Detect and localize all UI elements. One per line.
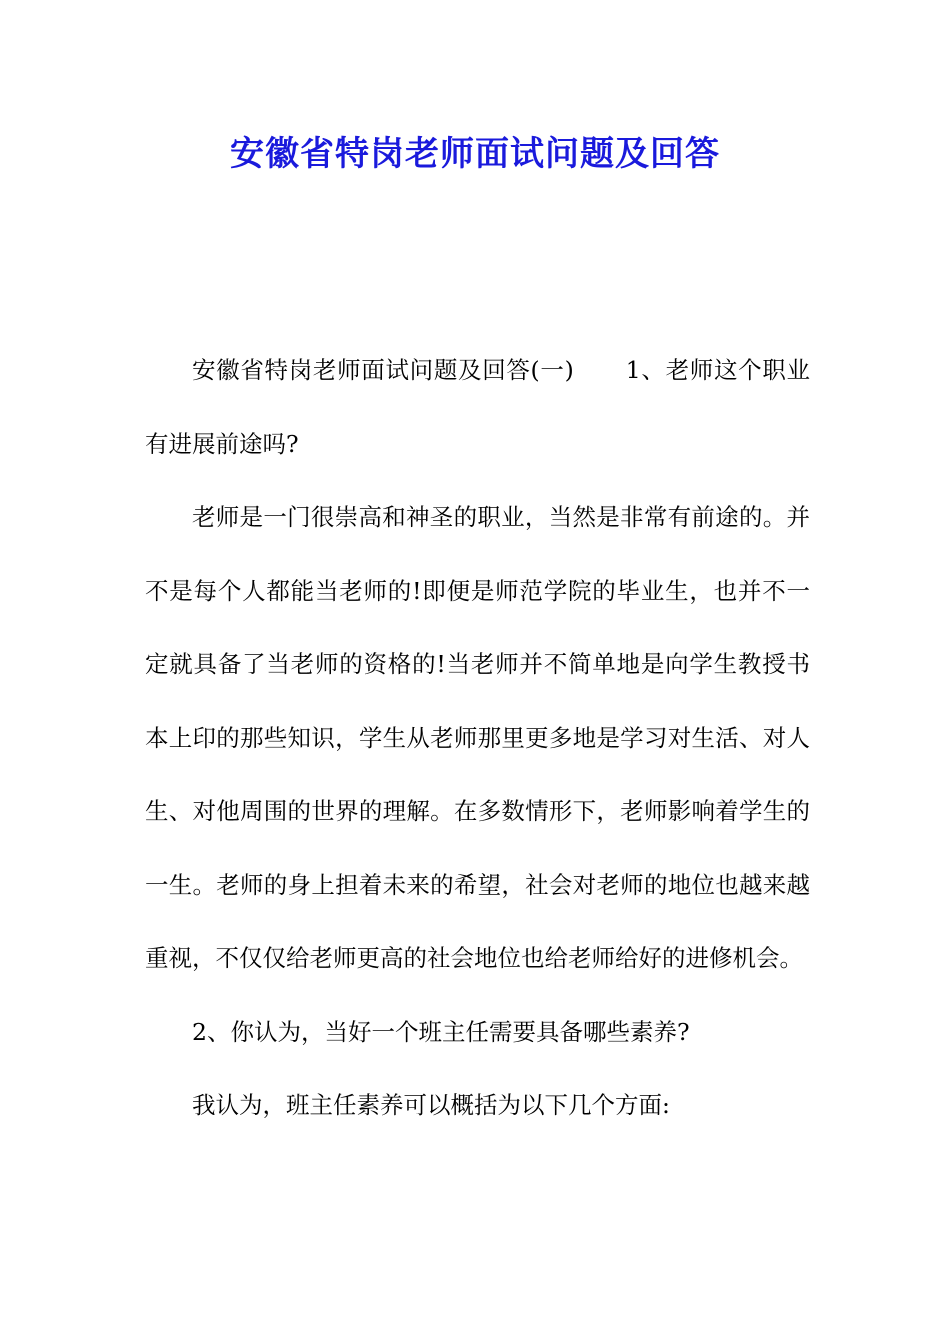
section-heading: 安徽省特岗老师面试问题及回答(一)	[192, 356, 574, 384]
question-2-paragraph: 2、你认为，当好一个班主任需要具备哪些素养?	[192, 1017, 690, 1046]
paragraph-intro	[145, 334, 810, 481]
document-body	[145, 334, 810, 1143]
answer-2-intro-paragraph: 我认为，班主任素养可以概括为以下几个方面:	[192, 1091, 670, 1119]
question-1: 1、老师这个职业有进展前途吗?	[145, 356, 810, 458]
document-title: 安徽省特岗老师面试问题及回答	[230, 134, 720, 174]
answer-1-paragraph: 老师是一门很崇高和神圣的职业，当然是非常有前途的。并不是每个人都能当老师的!即便是师范学院的毕业生，也并不一定就具备了当老师的资格的!当老师并不简单地是向学生教授书本上印的那些知识，学生从老师那里更多地是学习对生活、对人生、对他周围的世界的理解。在多数情形下，老师影响着学生的一生。老师的身上担着未来的希望，社会对老师的地位也越来越重视，不仅仅给老师更高的社会地位也给老师给好的进修机会。	[145, 503, 810, 972]
